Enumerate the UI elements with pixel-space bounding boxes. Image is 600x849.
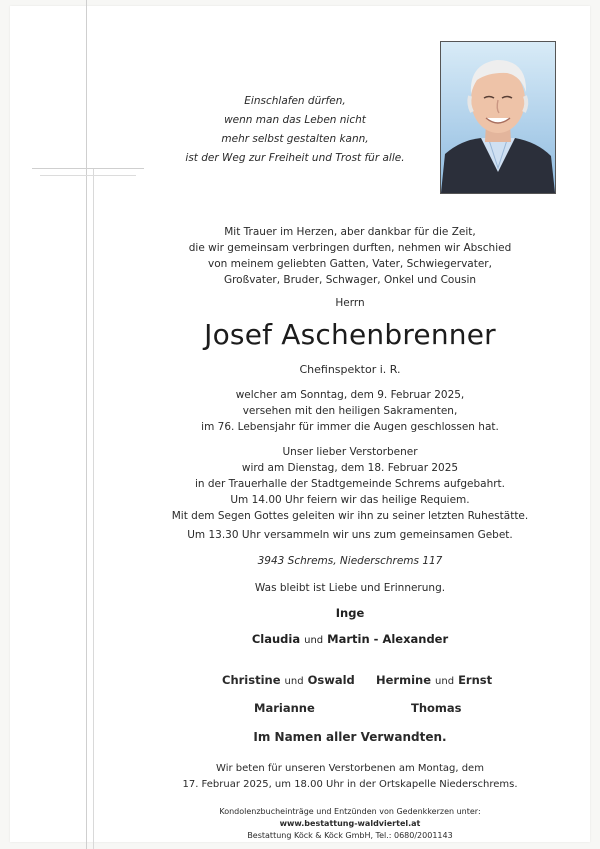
- intro-line: Mit Trauer im Herzen, aber dankbar für die Zeit,: [224, 226, 476, 238]
- death-notice: [160, 387, 540, 435]
- funeral-line: Um 14.00 Uhr feiern wir das heilige Requiem.: [230, 494, 470, 506]
- death-notice-line: im 76. Lebensjahr für immer die Augen geschlossen hat.: [201, 421, 499, 433]
- prayer-line: 17. Februar 2025, um 18.00 Uhr in der Ortskapelle Niederschrems.: [182, 779, 518, 790]
- mourner-name: Martin - Alexander: [327, 632, 449, 646]
- quote-line: wenn man das Leben nicht: [224, 114, 366, 126]
- cross-horizontal-line-inner: [40, 175, 136, 176]
- funeral-details: [160, 444, 540, 524]
- salutation: Herrn: [335, 297, 365, 309]
- gathering-note: Um 13.30 Uhr versammeln wir uns zum gemeinsamen Gebet.: [187, 529, 513, 541]
- funeral-line: in der Trauerhalle der Stadtgemeinde Schrems aufgebahrt.: [194, 478, 506, 490]
- mourner-hermine-ernst: [376, 673, 492, 687]
- family-address: 3943 Schrems, Niederschrems 117: [257, 555, 443, 567]
- mourner-inge: Inge: [335, 606, 365, 620]
- quote-line: Einschlafen dürfen,: [244, 95, 346, 107]
- remembrance-line: Was bleibt ist Liebe und Erinnerung.: [254, 582, 446, 594]
- intro-text: [160, 224, 540, 288]
- mourner-name: Hermine: [376, 673, 432, 687]
- mourner-thomas: Thomas: [411, 701, 462, 715]
- mourner-christine-oswald: [222, 673, 355, 687]
- mourner-claudia-martin: [160, 632, 540, 646]
- footer: [160, 806, 540, 842]
- quote-line: mehr selbst gestalten kann,: [221, 133, 369, 145]
- deceased-name: Josef Aschenbrenner: [204, 318, 496, 351]
- funeral-line: wird am Dienstag, dem 18. Februar 2025: [241, 462, 459, 474]
- mourner-marianne: Marianne: [254, 701, 315, 715]
- funeral-line: Unser lieber Verstorbener: [282, 446, 418, 458]
- death-notice-line: versehen mit den heiligen Sakramenten,: [242, 405, 458, 417]
- cross-vertical-line-inner: [93, 168, 94, 849]
- conjunction: und: [284, 676, 304, 687]
- memorial-quote: [170, 92, 420, 168]
- mourner-name: Ernst: [458, 673, 493, 687]
- cross-vertical-line: [86, 0, 87, 849]
- relatives-line: Im Namen aller Verwandten.: [253, 730, 447, 744]
- portrait-illustration: [441, 42, 555, 193]
- mourner-name: Christine: [222, 673, 281, 687]
- mourner-name: Claudia: [251, 632, 301, 646]
- intro-line: von meinem geliebten Gatten, Vater, Schwiegervater,: [208, 258, 492, 270]
- prayer-notice: [160, 761, 540, 793]
- cross-horizontal-line: [32, 168, 144, 169]
- intro-line: die wir gemeinsam verbringen durften, nehmen wir Abschied: [188, 242, 512, 254]
- website-link[interactable]: www.bestattung-waldviertel.at: [279, 819, 421, 828]
- prayer-line: Wir beten für unseren Verstorbenen am Montag, dem: [216, 763, 484, 774]
- conjunction: und: [435, 676, 455, 687]
- funeral-line: Mit dem Segen Gottes geleiten wir ihn zu seiner letzten Ruhestätte.: [171, 510, 529, 522]
- mourner-name: Oswald: [307, 673, 355, 687]
- deceased-title: Chefinspektor i. R.: [299, 363, 401, 376]
- portrait-photo: [440, 41, 556, 194]
- quote-line: ist der Weg zur Freiheit und Trost für alle.: [185, 152, 405, 164]
- company-info: Bestattung Köck & Köck GmbH, Tel.: 0680/2001143: [247, 831, 453, 840]
- intro-line: Großvater, Bruder, Schwager, Onkel und Cousin: [223, 274, 477, 286]
- conjunction: und: [304, 635, 324, 646]
- condolence-note: Kondolenzbucheinträge und Entzünden von Gedenkkerzen unter:: [219, 807, 481, 816]
- death-notice-line: welcher am Sonntag, dem 9. Februar 2025,: [235, 389, 465, 401]
